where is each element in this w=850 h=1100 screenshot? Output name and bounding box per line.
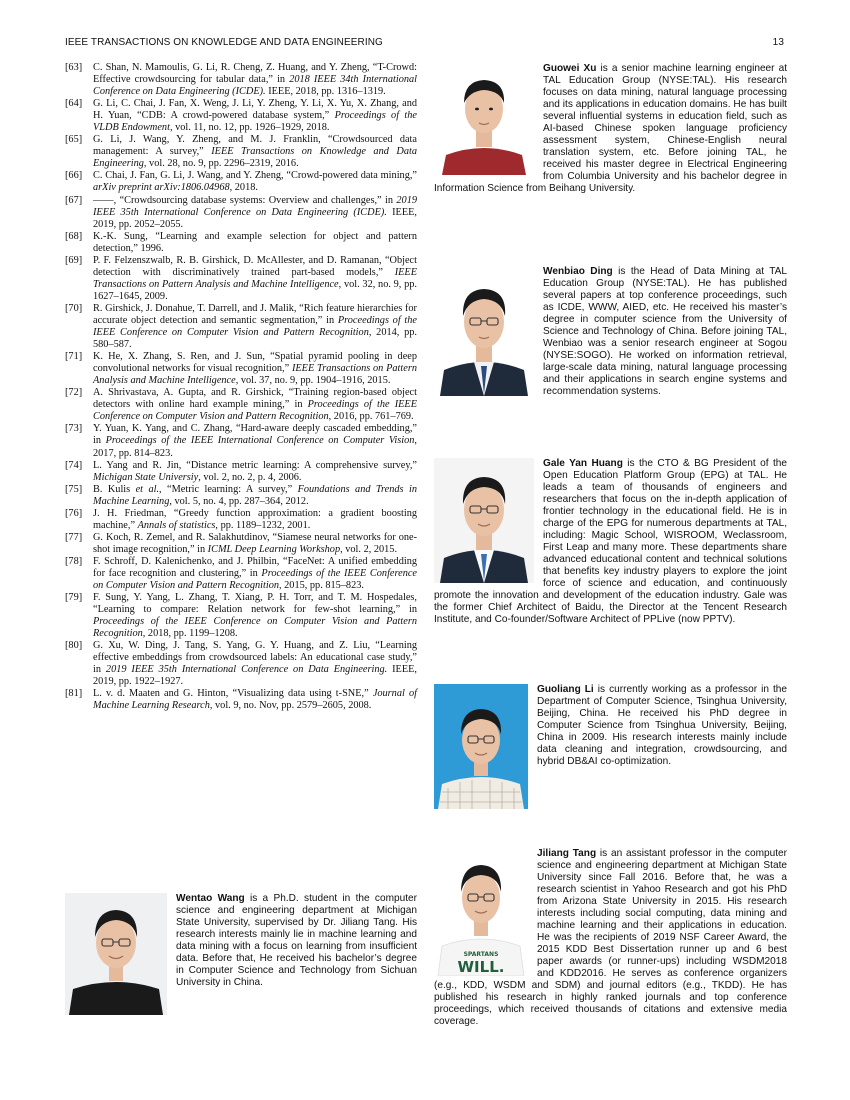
reference-number: [67] (65, 194, 83, 206)
reference-text: F. Sung, Y. Yang, L. Zhang, T. Xiang, P. H. Torr, and T. M. Hospedales, “Learning to compare: Relation network for few-shot learning,” in (93, 592, 417, 616)
photo-gale-yan-huang (434, 458, 534, 583)
shirt-text-will: WILL. (457, 958, 505, 976)
reference-text: , 2017, pp. 814–823. (93, 435, 417, 459)
reference-item (65, 170, 417, 194)
reference-item (65, 508, 417, 532)
bio-guoliang-li (434, 684, 787, 811)
reference-text: IEEE, 2018, pp. 1316–1319. (265, 86, 386, 98)
photo-guoliang-li (434, 684, 528, 809)
reference-item (65, 688, 417, 712)
reference-text: G. Li, J. Wang, Y. Zheng, and M. J. Franklin, “Crowdsourced data management: A survey,” (93, 134, 417, 158)
reference-item (65, 231, 417, 255)
reference-item (65, 556, 417, 592)
reference-text: K.-K. Sung, “Learning and example selection for object and pattern detection,” 1996. (93, 230, 417, 254)
reference-text: C. Shan, N. Mamoulis, G. Li, R. Cheng, Z. Huang, and Y. Zheng, “T-Crowd: Effective crowdsourcing for tabular data,” in (93, 62, 417, 86)
reference-number: [71] (65, 351, 83, 363)
reference-text: , 2014, pp. 580–587. (93, 327, 417, 351)
journal-title: IEEE TRANSACTIONS ON KNOWLEDGE AND DATA ENGINEERING (65, 37, 383, 48)
reference-number: [75] (65, 483, 83, 495)
reference-item (65, 387, 417, 423)
reference-text: L. v. d. Maaten and G. Hinton, “Visualizing data using t-SNE,” (93, 688, 373, 700)
reference-list (65, 62, 417, 713)
bio-jiliang-tang (434, 848, 787, 1028)
bio-name: Wentao Wang (176, 893, 245, 904)
reference-text: , 2016, pp. 761–769. (328, 411, 414, 423)
bio-name: Guowei Xu (543, 63, 597, 74)
reference-number: [72] (65, 387, 83, 399)
reference-text: G. Li, C. Chai, J. Fan, X. Weng, J. Li, Y. Zheng, Y. Li, X. Yu, X. Zhang, and H. Yuan, “CDB: A crowd-powered database system,” (93, 98, 417, 122)
page-number: 13 (772, 37, 784, 48)
reference-venue: arXiv preprint arXiv:1806.04968 (93, 182, 230, 194)
reference-text: , 2018. (229, 182, 258, 194)
bio-text: is a Ph.D. student in the computer science and engineering department at Michigan State University, supervised by Dr. Jiliang Tang. His research interests mainly lie in machine learning and data mining with a focus on learning from insufficient data. Before that, He received his bachelor’s degree in Computer Science and Technology from Sichuan University in China. (176, 893, 417, 988)
reference-number: [74] (65, 459, 83, 471)
reference-item (65, 592, 417, 640)
bio-guowei-xu (434, 63, 787, 195)
reference-item (65, 532, 417, 556)
reference-text: A. Shrivastava, A. Gupta, and R. Girshick, “Training region-based object detectors with online hard example mining,” in (93, 387, 417, 411)
reference-item (65, 195, 417, 231)
reference-text: F. Schroff, D. Kalenichenko, and J. Philbin, “FaceNet: A unified embedding for face recognition and clustering,” in (93, 555, 417, 579)
reference-text: , 2015, pp. 815–823. (279, 580, 364, 592)
reference-text: , vol. 28, no. 9, pp. 2296–2319, 2016. (143, 158, 299, 170)
bio-wenbiao-ding (434, 266, 787, 398)
reference-text: C. Chai, J. Fan, G. Li, J. Wang, and Y. Zheng, “Crowd-powered data mining,” (93, 170, 417, 182)
bio-name: Wenbiao Ding (543, 266, 613, 277)
reference-text: , “Metric learning: A survey,” (159, 483, 298, 495)
reference-venue: Proceedings of the IEEE Conference on Computer Vision and Pattern Recognition (93, 567, 417, 592)
reference-venue: IEEE Transactions on Pattern Analysis and Machine Intelligence (93, 266, 417, 290)
reference-text: , vol. 11, no. 12, pp. 1926–1929, 2018. (169, 122, 330, 134)
reference-text: , vol. 2, 2015. (340, 543, 398, 555)
reference-number: [68] (65, 230, 83, 242)
reference-item (65, 423, 417, 459)
reference-number: [70] (65, 302, 83, 314)
reference-text: , 2018, pp. 1199–1208. (142, 628, 238, 640)
reference-venue: Michigan State Universiy (93, 471, 199, 483)
reference-venue: Proceedings of the IEEE Conference on Computer Vision and Pattern Recognition (93, 399, 418, 423)
reference-text: L. Yang and R. Jin, “Distance metric learning: A comprehensive survey,” (93, 459, 417, 471)
reference-text: , vol. 5, no. 4, pp. 287–364, 2012. (169, 495, 309, 507)
reference-text: P. F. Felzenszwalb, R. B. Girshick, D. McAllester, and D. Ramanan, “Object detection with discriminatively trained part-based models,” (93, 254, 417, 278)
reference-venue: ICML Deep Learning Workshop (207, 543, 341, 555)
reference-venue: Annals of statistics (137, 519, 216, 531)
reference-text: R. Girshick, J. Donahue, T. Darrell, and J. Malik, “Rich feature hierarchies for accurate object detection and semantic segmentation,” in (93, 302, 417, 326)
reference-number: [65] (65, 134, 83, 146)
reference-text: IEEE, 2019, pp. 1922–1927. (93, 664, 417, 688)
reference-venue: 2019 IEEE 35th International Conference on Data Engineering. (105, 664, 388, 676)
reference-item (65, 351, 417, 387)
reference-number: [63] (65, 62, 83, 73)
reference-number: [81] (65, 688, 83, 700)
reference-number: [73] (65, 423, 83, 435)
reference-item (65, 303, 417, 351)
reference-text: K. He, X. Zhang, S. Ren, and J. Sun, “Spatial pyramid pooling in deep convolutional networks for visual recognition,” (93, 351, 417, 375)
reference-item (65, 62, 417, 98)
reference-text: IEEE, 2019, pp. 2052–2055. (93, 206, 417, 230)
reference-text: ——, “Crowdsourcing database systems: Overview and challenges,” in (93, 194, 397, 206)
reference-text: B. Kulis (93, 483, 136, 495)
reference-number: [77] (65, 531, 83, 543)
photo-jiliang-tang (434, 848, 528, 976)
reference-number: [66] (65, 170, 83, 182)
reference-number: [64] (65, 98, 83, 110)
reference-venue: 2018 IEEE 34th International Conference on Data Engineering (ICDE). (93, 74, 417, 98)
reference-venue: Foundations and Trends in Machine Learning (93, 483, 417, 507)
reference-text: G. Koch, R. Zemel, and R. Salakhutdinov, “Siamese neural networks for one-shot image recognition,” in (93, 531, 417, 555)
bio-wentao-wang (65, 893, 417, 1017)
reference-item (65, 484, 417, 508)
reference-text: J. H. Friedman, “Greedy function approximation: a gradient boosting machine,” (93, 507, 417, 531)
reference-venue: et al. (135, 483, 160, 495)
bio-name: Jiliang Tang (537, 848, 597, 859)
reference-text: , vol. 32, no. 9, pp. 1627–1645, 2009. (93, 278, 417, 302)
photo-wenbiao-ding (434, 266, 534, 396)
reference-venue: Journal of Machine Learning Research (93, 688, 417, 712)
bio-text: is currently working as a professor in the Department of Computer Science, Tsinghua University, Beijing, China. He received his PhD degree in Computer Science from Tsinghua University, Beijing, China in 2009. His research interests mainly include data cleaning and integration, crowdsourcing, and hybrid DB&AI co-optimization. (537, 684, 788, 767)
reference-text: , pp. 1189–1232, 2001. (215, 519, 311, 531)
reference-text: , vol. 9, no. Nov, pp. 2579–2605, 2008. (209, 700, 372, 712)
reference-venue: Proceedings of the IEEE International Conference on Computer Vision (105, 435, 415, 447)
reference-venue: IEEE Transactions on Pattern Analysis and Machine Intelligence (93, 363, 418, 387)
reference-number: [76] (65, 507, 83, 519)
bio-text: is a senior machine learning engineer at TAL Education Group (NYSE:TAL). His research focuses on data mining, natural language processing and its applications in education domains. He has built several influential systems in education field, such as AI-based Chinese spoken language proficiency assessment system, Chinese-English neural translation system, etc. Before joining TAL, he received his master degree in Electrical Engineering from Columbia University and his bachelor degree in Information Science from Beihang University. (434, 63, 788, 194)
bio-text: is an assistant professor in the computer science and engineering department at Michigan State University since Fall 2016. Before that, he was a research scientist in Yahoo Research and got his PhD from Arizona State University in 2015. His research interests including social computing, data mining and machine learning and their applications in education. He was the recipients of 2019 NSF Career Award, the 2015 KDD Best Dissertation runner up and 6 best paper awards (or runner-ups) including WSDM2018 and KDD2016. He serves as conference organizers (e.g., KDD, WSDM and SDM) and journal editors (e.g., TKDD). He has published his research in highly ranked journals and top conference proceedings, which received thousands of citations and extensive media coverage. (434, 848, 787, 1027)
reference-item (65, 460, 417, 484)
reference-text: G. Xu, W. Ding, J. Tang, S. Yang, G. Y. Huang, and Z. Liu, “Learning effective embeddings from crowdsourced labels: An educational case study,” in (93, 640, 417, 676)
reference-venue: Proceedings of the VLDB Endowment (93, 110, 418, 134)
reference-text: , vol. 37, no. 9, pp. 1904–1916, 2015. (235, 375, 391, 387)
reference-item (65, 98, 417, 134)
reference-number: [79] (65, 592, 83, 604)
reference-item (65, 255, 417, 303)
reference-venue: Proceedings of the IEEE Conference on Computer Vision and Pattern Recognition (93, 616, 417, 640)
reference-item (65, 134, 417, 170)
bio-text: is the CTO & BG President of the Open Education Platform Group (EPG) at TAL. He leads a team of thousands of engineers and researchers that focus on the in-depth application of frontier technology in the educational field. He is in charge of the EPG for numerous departments at TAL, including: Magic School, WISROOM, Weclassroom, First Leap and many more. These departments share advanced educational content and technical solutions that benefits key industry players to explore the joint force of science and education, and continuously promote the innovation and development of the education industry. Gale was the former Chief Architect of Baidu, the Director at the Tencent Research Institute, and Co-founder/Software Architect of PPLive (now PPTV). (434, 458, 787, 625)
bio-gale-yan-huang (434, 458, 787, 626)
shirt-text-spartans: SPARTANS (463, 951, 499, 958)
bio-text: is the Head of Data Mining at TAL Education Group (NYSE:TAL). He has published several papers at top conference proceedings, such as ICDE, WWW, AIED, etc. He received his master’s degree in computer science from the University of Science and Technology of China. Before joining TAL, Wenbiao was a senior research engineer at Sogou (NYSE:SOGO). He worked on information retrieval, large-scale data mining, natural language processing and their applications in search engine systems and recommendation systems. (543, 266, 787, 397)
reference-venue: Proceedings of the IEEE Conference on Computer Vision and Pattern Recognition (93, 314, 418, 339)
reference-number: [80] (65, 640, 83, 652)
reference-number: [78] (65, 555, 83, 567)
photo-guowei-xu (434, 63, 534, 175)
reference-venue: 2019 IEEE 35th International Conference on Data Engineering (ICDE). (93, 194, 417, 218)
bio-name: Guoliang Li (537, 684, 594, 695)
photo-wentao-wang (65, 893, 167, 1015)
reference-text: , vol. 2, no. 2, p. 4, 2006. (198, 471, 302, 483)
reference-venue: IEEE Transactions on Knowledge and Data Engineering (93, 146, 417, 170)
reference-text: Y. Yuan, K. Yang, and C. Zhang, “Hard-aware deeply cascaded embedding,” in (93, 423, 417, 447)
reference-number: [69] (65, 254, 83, 266)
reference-item (65, 640, 417, 688)
bio-name: Gale Yan Huang (543, 458, 623, 469)
